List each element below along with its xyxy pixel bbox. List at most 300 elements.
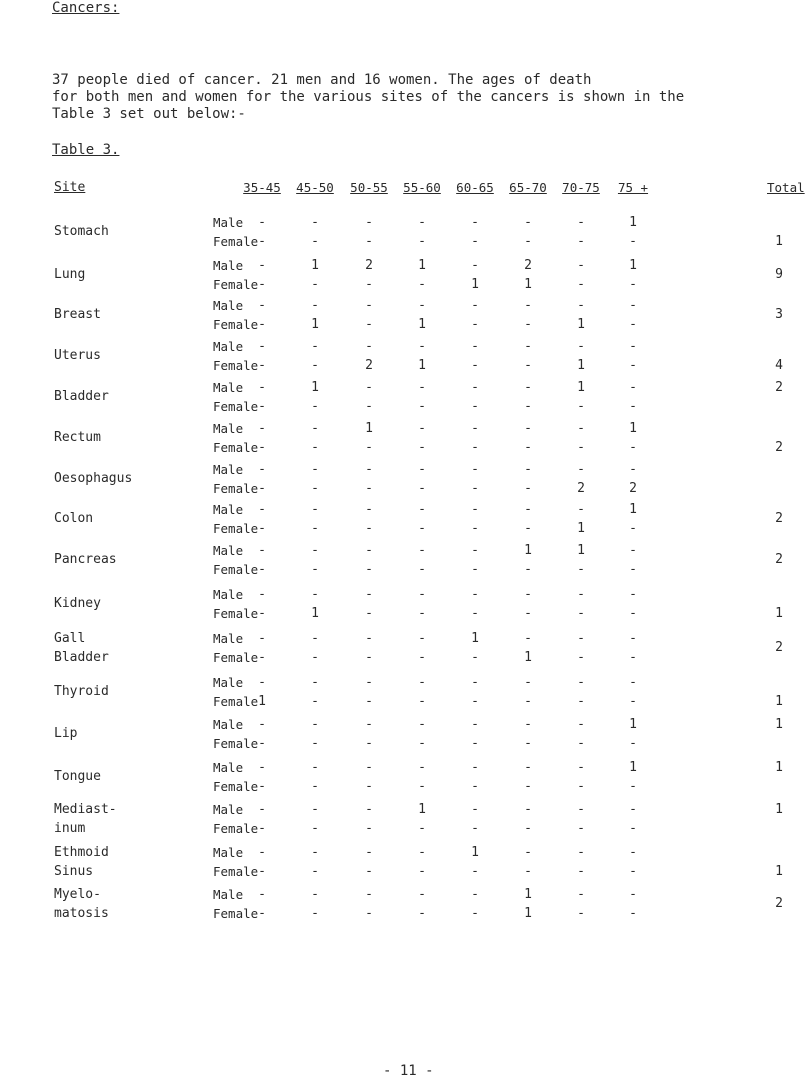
table-cell: - [524,845,532,860]
table-cell: - [524,864,532,879]
table-cell: - [311,675,319,690]
table-cell: - [311,277,319,292]
table-cell: - [524,440,532,455]
table-cell: - [471,779,479,794]
table-cell: - [365,631,373,646]
column-header-site: Site [54,180,86,195]
table-cell: - [365,675,373,690]
table-cell: - [311,736,319,751]
table-cell: 2 [524,258,532,273]
table-cell: 2 [577,481,585,496]
sex-label-male: Male [213,462,244,477]
table-cell: - [311,887,319,902]
table-cell: - [629,562,637,577]
table-cell: - [311,821,319,836]
table-cell: - [365,298,373,313]
table-cell: - [577,864,585,879]
table-cell: - [471,887,479,902]
table-cell: - [577,675,585,690]
table-cell: - [577,440,585,455]
table-cell: - [365,215,373,230]
table-cell: - [577,421,585,436]
table-cell: - [577,502,585,517]
intro-line-3: Table 3 set out below:- [52,106,246,122]
site-name: Myelo- [54,887,101,902]
row-total: 2 [775,380,783,395]
table-cell: - [629,543,637,558]
table-cell: - [418,421,426,436]
table-cell: - [311,779,319,794]
table-cell: - [524,631,532,646]
table-cell: - [311,543,319,558]
table-cell: - [577,234,585,249]
table-cell: - [471,215,479,230]
site-name: Kidney [54,596,101,611]
table-cell: - [365,481,373,496]
sex-label-female: Female [213,694,259,709]
sex-label-male: Male [213,215,244,230]
table-cell: - [365,779,373,794]
table-cell: - [577,845,585,860]
table-cell: - [524,481,532,496]
table-cell: - [524,339,532,354]
table-cell: - [524,421,532,436]
row-total: 2 [775,640,783,655]
sex-label-female: Female [213,864,259,879]
table-cell: - [629,358,637,373]
table-cell: 1 [629,258,637,273]
table-cell: - [258,258,266,273]
table-cell: - [418,887,426,902]
site-name: inum [54,821,86,836]
site-name: Thyroid [54,684,109,699]
page-number: - 11 - [383,1063,434,1079]
table-cell: - [365,380,373,395]
table-cell: - [629,234,637,249]
sex-label-male: Male [213,760,244,775]
table-cell: - [311,421,319,436]
table-cell: - [471,234,479,249]
row-total: 1 [775,606,783,621]
row-total: 1 [775,864,783,879]
table-cell: - [524,399,532,414]
column-header-age: 70-75 [562,180,600,195]
table-cell: - [524,717,532,732]
table-cell: - [629,675,637,690]
table-cell: - [524,606,532,621]
sex-label-male: Male [213,845,244,860]
site-name: Mediast- [54,802,117,817]
table-cell: 1 [418,317,426,332]
table-cell: - [418,717,426,732]
table-cell: - [577,462,585,477]
site-name: Pancreas [54,552,117,567]
table-cell: 1 [311,258,319,273]
table-cell: - [365,887,373,902]
table-cell: - [629,606,637,621]
site-name: Rectum [54,430,101,445]
table-cell: - [365,502,373,517]
table-cell: - [258,562,266,577]
sex-label-male: Male [213,380,244,395]
sex-label-male: Male [213,717,244,732]
column-header-age: 45-50 [296,180,334,195]
table-cell: - [629,587,637,602]
table-cell: - [418,821,426,836]
table-cell: - [524,587,532,602]
table-cell: 1 [629,760,637,775]
table-cell: - [311,906,319,921]
table-cell: - [258,317,266,332]
table-cell: 1 [577,521,585,536]
table-cell: 1 [577,543,585,558]
table-cell: - [258,887,266,902]
table-cell: - [471,802,479,817]
site-name: Lung [54,267,86,282]
table-cell: - [418,440,426,455]
table-cell: - [524,317,532,332]
sex-label-female: Female [213,736,259,751]
table-cell: - [311,502,319,517]
table-cell: 1 [311,606,319,621]
table-cell: 1 [418,358,426,373]
table-cell: 1 [524,906,532,921]
table-cell: - [418,675,426,690]
table-cell: - [577,906,585,921]
table-cell: - [418,845,426,860]
table-cell: - [418,339,426,354]
table-cell: - [577,298,585,313]
table-cell: - [365,802,373,817]
table-cell: - [365,277,373,292]
table-cell: - [577,760,585,775]
table-cell: - [471,821,479,836]
table-cell: - [311,481,319,496]
table-cell: - [365,760,373,775]
table-cell: - [311,802,319,817]
table-cell: - [311,650,319,665]
table-cell: - [258,675,266,690]
table-cell: - [629,736,637,751]
table-cell: - [258,906,266,921]
table-cell: - [311,760,319,775]
site-name: Gall [54,631,86,646]
site-name: matosis [54,906,109,921]
table-cell: - [418,736,426,751]
table-cell: - [365,694,373,709]
table-title: Table 3. [52,142,120,158]
sex-label-female: Female [213,358,259,373]
table-cell: - [258,736,266,751]
table-cell: - [577,887,585,902]
table-cell: - [471,502,479,517]
table-cell: - [311,462,319,477]
table-cell: - [577,802,585,817]
row-total: 9 [775,267,783,282]
table-cell: - [471,694,479,709]
table-cell: - [524,358,532,373]
table-cell: - [258,440,266,455]
row-total: 3 [775,307,783,322]
table-cell: - [418,779,426,794]
sex-label-male: Male [213,887,244,902]
column-header-age: 35-45 [243,180,281,195]
table-cell: - [629,694,637,709]
table-cell: - [471,906,479,921]
table-cell: - [471,562,479,577]
table-cell: - [365,521,373,536]
table-cell: 1 [471,631,479,646]
row-total: 2 [775,552,783,567]
site-name: Oesophagus [54,471,133,486]
table-cell: - [629,631,637,646]
table-cell: - [524,694,532,709]
table-cell: - [258,298,266,313]
table-cell: - [629,521,637,536]
table-cell: - [258,864,266,879]
table-cell: - [258,277,266,292]
table-cell: - [258,845,266,860]
table-cell: - [258,631,266,646]
table-cell: - [577,215,585,230]
row-total: 1 [775,760,783,775]
table-cell: 1 [418,258,426,273]
sex-label-male: Male [213,502,244,517]
table-cell: - [365,717,373,732]
table-cell: - [577,779,585,794]
table-cell: - [311,298,319,313]
table-cell: - [524,562,532,577]
row-total: 1 [775,717,783,732]
table-cell: - [258,543,266,558]
sex-label-female: Female [213,234,259,249]
table-cell: - [418,521,426,536]
table-cell: - [418,694,426,709]
table-cell: 1 [629,215,637,230]
table-cell: 1 [577,358,585,373]
table-cell: - [418,587,426,602]
table-cell: 1 [311,317,319,332]
column-header-age: 50-55 [350,180,388,195]
row-total: 1 [775,694,783,709]
table-cell: - [311,562,319,577]
table-cell: - [577,277,585,292]
table-cell: - [258,339,266,354]
table-cell: - [524,462,532,477]
table-cell: - [629,821,637,836]
table-cell: - [471,675,479,690]
table-cell: 1 [577,317,585,332]
table-cell: - [365,845,373,860]
table-cell: - [365,234,373,249]
table-cell: - [471,543,479,558]
table-cell: - [629,440,637,455]
table-cell: - [365,821,373,836]
sex-label-male: Male [213,543,244,558]
table-cell: - [311,358,319,373]
table-cell: - [418,864,426,879]
table-cell: - [524,802,532,817]
table-cell: - [577,258,585,273]
table-cell: - [418,650,426,665]
site-name: Stomach [54,224,109,239]
table-cell: - [311,864,319,879]
site-name: Sinus [54,864,94,879]
column-header-age: 75 + [617,180,649,195]
site-name: Uterus [54,348,101,363]
table-cell: 1 [524,543,532,558]
sex-label-female: Female [213,521,259,536]
table-cell: - [524,380,532,395]
table-cell: - [524,675,532,690]
sex-label-female: Female [213,317,259,332]
table-cell: - [365,462,373,477]
table-cell: - [577,717,585,732]
table-cell: - [629,380,637,395]
table-cell: - [629,298,637,313]
table-cell: - [524,779,532,794]
table-cell: - [365,562,373,577]
table-cell: - [471,606,479,621]
table-cell: - [471,717,479,732]
table-cell: - [258,502,266,517]
sex-label-male: Male [213,421,244,436]
table-cell: - [471,258,479,273]
table-cell: - [524,760,532,775]
table-cell: - [629,779,637,794]
table-cell: - [471,462,479,477]
sex-label-female: Female [213,906,259,921]
table-cell: - [524,821,532,836]
row-total: 1 [775,234,783,249]
table-cell: - [418,543,426,558]
sex-label-male: Male [213,675,244,690]
sex-label-male: Male [213,631,244,646]
table-cell: - [311,234,319,249]
table-cell: - [418,481,426,496]
table-cell: - [258,215,266,230]
table-cell: - [365,736,373,751]
table-cell: 1 [524,277,532,292]
table-cell: - [418,462,426,477]
table-cell: - [471,339,479,354]
table-cell: 1 [524,650,532,665]
table-cell: - [629,277,637,292]
table-cell: - [629,845,637,860]
section-heading: Cancers: [52,0,120,16]
table-cell: - [577,736,585,751]
table-cell: - [471,380,479,395]
table-cell: 1 [311,380,319,395]
table-cell: - [577,562,585,577]
table-cell: - [577,399,585,414]
sex-label-female: Female [213,606,259,621]
site-name: Bladder [54,650,109,665]
table-cell: - [258,760,266,775]
table-cell: - [418,562,426,577]
table-cell: - [311,440,319,455]
table-cell: - [365,543,373,558]
table-cell: - [629,906,637,921]
sex-label-female: Female [213,440,259,455]
table-cell: - [258,717,266,732]
site-name: Ethmoid [54,845,109,860]
table-cell: 1 [524,887,532,902]
site-name: Lip [54,726,78,741]
table-cell: 1 [629,502,637,517]
table-cell: 1 [471,845,479,860]
table-cell: - [629,317,637,332]
site-name: Colon [54,511,94,526]
row-total: 2 [775,896,783,911]
table-cell: - [311,339,319,354]
table-cell: - [311,631,319,646]
table-cell: - [577,587,585,602]
table-cell: - [258,606,266,621]
table-cell: - [629,462,637,477]
sex-label-female: Female [213,821,259,836]
table-cell: - [365,317,373,332]
sex-label-male: Male [213,587,244,602]
row-total: 2 [775,511,783,526]
table-cell: - [577,339,585,354]
row-total: 2 [775,440,783,455]
table-cell: - [311,694,319,709]
table-cell: - [365,864,373,879]
table-cell: - [471,440,479,455]
sex-label-male: Male [213,298,244,313]
table-cell: - [258,399,266,414]
sex-label-female: Female [213,399,259,414]
row-total: 4 [775,358,783,373]
table-cell: - [258,481,266,496]
table-cell: - [524,521,532,536]
table-cell: - [418,277,426,292]
table-cell: - [258,380,266,395]
table-cell: - [418,234,426,249]
table-cell: - [471,298,479,313]
table-cell: - [311,399,319,414]
table-cell: - [418,215,426,230]
table-cell: - [365,906,373,921]
table-cell: - [524,215,532,230]
sex-label-male: Male [213,802,244,817]
table-cell: - [258,358,266,373]
table-cell: - [418,298,426,313]
intro-line-2: for both men and women for the various sites of the cancers is shown in the [52,89,685,105]
table-cell: 1 [629,421,637,436]
table-cell: 1 [418,802,426,817]
table-cell: 1 [258,694,266,709]
table-cell: - [311,215,319,230]
table-cell: - [258,234,266,249]
table-cell: - [311,521,319,536]
table-cell: - [258,462,266,477]
sex-label-female: Female [213,779,259,794]
sex-label-male: Male [213,339,244,354]
column-header-age: 65-70 [509,180,547,195]
site-name: Tongue [54,769,101,784]
table-cell: - [524,234,532,249]
table-cell: 1 [577,380,585,395]
table-cell: 1 [471,277,479,292]
table-cell: - [471,864,479,879]
table-cell: - [418,606,426,621]
table-cell: - [258,802,266,817]
table-cell: - [577,606,585,621]
column-header-age: 60-65 [456,180,494,195]
table-cell: - [258,650,266,665]
